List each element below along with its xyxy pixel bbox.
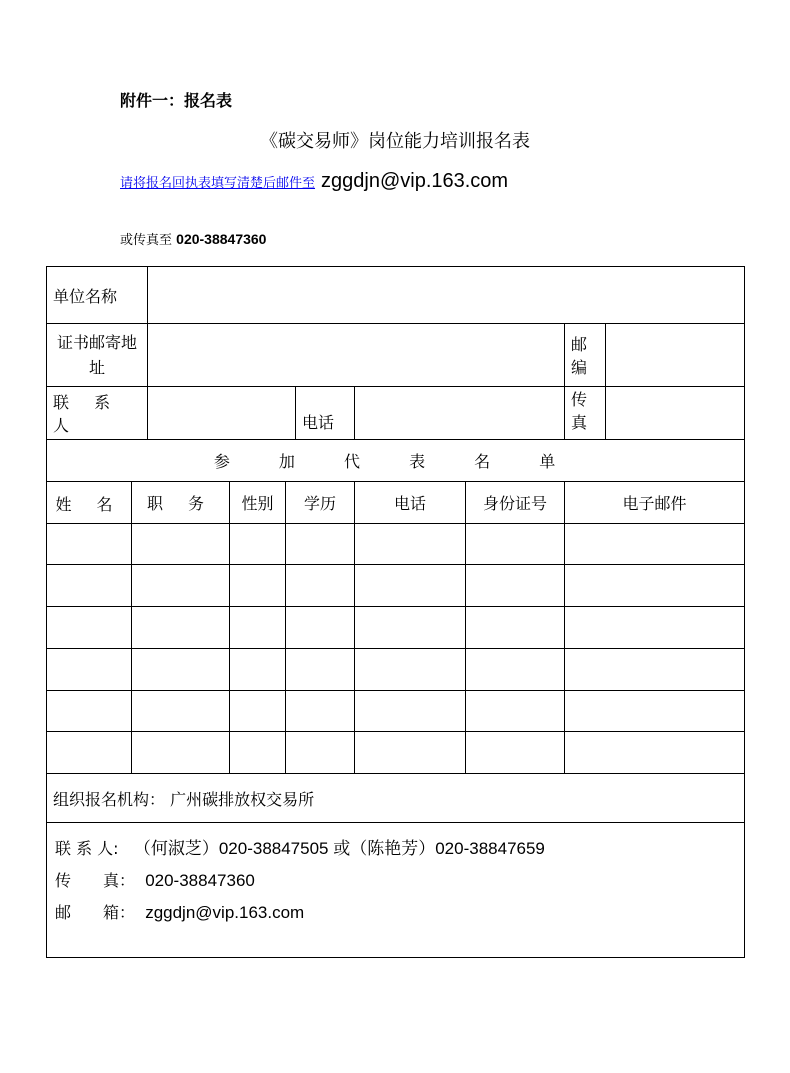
email-cell[interactable] (565, 691, 745, 732)
fax-label: 传真 (565, 387, 606, 440)
gender-cell[interactable] (230, 607, 286, 649)
name-cell[interactable] (47, 565, 132, 607)
table-row (47, 607, 745, 649)
education-cell[interactable] (286, 649, 355, 691)
contact-info-row (55, 833, 736, 865)
contact-info-label: 联 系 人: (55, 839, 119, 858)
table-row (47, 691, 745, 732)
cert-address-label: 证书邮寄地址 (47, 324, 148, 387)
form-title: 《碳交易师》岗位能力培训报名表 (260, 131, 530, 152)
phone-cell[interactable] (355, 524, 466, 565)
email-cell[interactable] (565, 607, 745, 649)
name-cell[interactable] (47, 691, 132, 732)
phone-cell[interactable] (355, 565, 466, 607)
column-phone: 电话 (355, 482, 466, 524)
name-cell[interactable] (47, 649, 132, 691)
education-cell[interactable] (286, 691, 355, 732)
gender-cell[interactable] (230, 732, 286, 774)
gender-cell[interactable] (230, 649, 286, 691)
education-cell[interactable] (286, 607, 355, 649)
table-row (47, 732, 745, 774)
fax-field[interactable] (606, 387, 745, 440)
contact-person-label: 联 系 人 (47, 387, 148, 440)
position-cell[interactable] (132, 732, 230, 774)
column-id-number: 身份证号 (466, 482, 565, 524)
organizer-label: 组织报名机构： (53, 789, 166, 809)
fax-info-label: 传 真： (55, 871, 136, 890)
organizer-name: 广州碳排放权交易所 (170, 789, 315, 809)
email-info-row (55, 897, 736, 929)
position-cell[interactable] (132, 565, 230, 607)
id-number-cell[interactable] (466, 607, 565, 649)
email-info-value: zggdjn@vip.163.com (145, 903, 305, 922)
attachment-label: 附件一：报名表 (120, 91, 233, 110)
contact-person-field[interactable] (148, 387, 296, 440)
gender-cell[interactable] (230, 691, 286, 732)
participants-header-row (47, 482, 745, 524)
mail-address: zggdjn@vip.163.com (321, 170, 509, 192)
column-position: 职 务 (132, 482, 230, 524)
phone-cell[interactable] (355, 649, 466, 691)
column-name: 姓 名 (47, 482, 132, 524)
phone-label: 电话 (296, 387, 355, 440)
gender-cell[interactable] (230, 524, 286, 565)
fax-number: 020-38847360 (176, 231, 267, 247)
education-cell[interactable] (286, 565, 355, 607)
column-gender: 性别 (230, 482, 286, 524)
education-cell[interactable] (286, 732, 355, 774)
table-row (47, 524, 745, 565)
registration-form-table (46, 266, 745, 958)
email-cell[interactable] (565, 649, 745, 691)
education-cell[interactable] (286, 524, 355, 565)
id-number-cell[interactable] (466, 565, 565, 607)
contact-info-block (47, 823, 745, 958)
fax-prefix: 或传真至 (120, 233, 173, 248)
unit-name-label: 单位名称 (47, 267, 148, 324)
table-row (47, 565, 745, 607)
email-cell[interactable] (565, 565, 745, 607)
phone-cell[interactable] (355, 732, 466, 774)
contact-info-value: （何淑芝）020-38847505 或（陈艳芳）020-38847659 (133, 839, 545, 858)
fax-info-row (55, 865, 736, 897)
id-number-cell[interactable] (466, 732, 565, 774)
position-cell[interactable] (132, 649, 230, 691)
id-number-cell[interactable] (466, 649, 565, 691)
phone-cell[interactable] (355, 607, 466, 649)
postcode-field[interactable] (606, 324, 745, 387)
cert-address-field[interactable] (148, 324, 565, 387)
name-cell[interactable] (47, 524, 132, 565)
table-row (47, 649, 745, 691)
email-info-label: 邮 箱： (55, 903, 136, 922)
name-cell[interactable] (47, 732, 132, 774)
mail-instruction-link[interactable]: 请将报名回执表填写清楚后邮件至 (120, 176, 316, 191)
column-email: 电子邮件 (565, 482, 745, 524)
organizer-row (47, 774, 745, 823)
email-cell[interactable] (565, 732, 745, 774)
id-number-cell[interactable] (466, 691, 565, 732)
position-cell[interactable] (132, 691, 230, 732)
mail-instruction-line (120, 170, 508, 193)
email-cell[interactable] (565, 524, 745, 565)
fax-info-value: 020-38847360 (145, 871, 255, 890)
position-cell[interactable] (132, 524, 230, 565)
position-cell[interactable] (132, 607, 230, 649)
participants-title: 参 加 代 表 名 单 (47, 440, 745, 482)
column-education: 学历 (286, 482, 355, 524)
postcode-label: 邮编 (565, 324, 606, 387)
id-number-cell[interactable] (466, 524, 565, 565)
phone-field[interactable] (355, 387, 565, 440)
phone-cell[interactable] (355, 691, 466, 732)
gender-cell[interactable] (230, 565, 286, 607)
name-cell[interactable] (47, 607, 132, 649)
fax-instruction-line (120, 229, 266, 248)
unit-name-field[interactable] (148, 267, 745, 324)
